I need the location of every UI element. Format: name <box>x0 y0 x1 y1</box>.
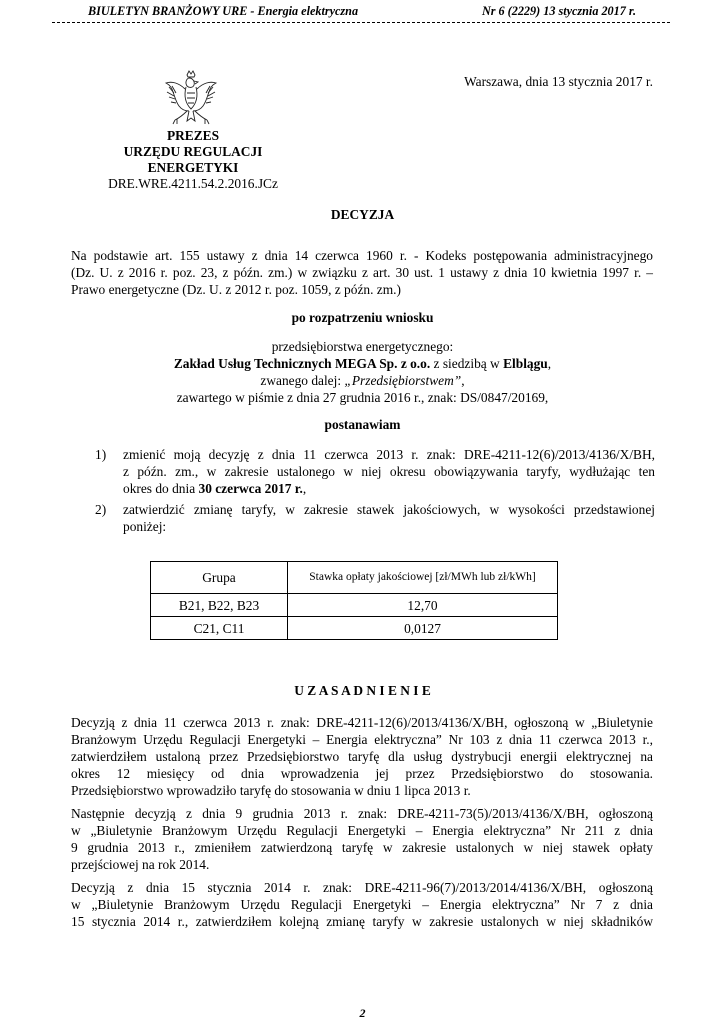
item-line: poniżej: <box>123 519 167 534</box>
paragraph-line: okres 12 miesięcy od dnia wprowadzenia jej przez Przedsiębiorstwo do stosowania. <box>71 766 653 781</box>
rate-cell: 12,70 <box>288 594 558 617</box>
item-line-punct: , <box>302 481 307 496</box>
item-text <box>123 501 655 535</box>
applicant-seat-prefix: z siedzibą w <box>430 356 504 371</box>
item-line <box>123 480 655 497</box>
applicant-called-prefix: zwanego dalej: <box>260 373 345 388</box>
issuing-authority <box>80 128 306 192</box>
applicant-intro: przedsiębiorstwa energetycznego: <box>271 339 454 354</box>
legal-basis-line: Prawo energetyczne (Dz. U. z 2012 r. poz. 1059, z późn. zm.) <box>71 282 401 297</box>
applicant-called-suffix: , <box>461 373 465 388</box>
paragraph-line: w „Biuletynie Branżowym Urzędu Regulacji Energetyki – Energia elektryczna” Nr 211 z dnia <box>71 823 653 838</box>
applicant-city: Elblągu <box>503 356 548 371</box>
paragraph-line: Decyzją z dnia 15 stycznia 2014 r. znak: DRE-4211-96(7)/2013/2014/4136/X/BH, ogłoszoną <box>71 880 653 895</box>
place-and-date: Warszawa, dnia 13 stycznia 2017 r. <box>464 74 653 89</box>
column-header-group: Grupa <box>151 562 288 594</box>
reference-number: DRE.WRE.4211.54.2.2016.JCz <box>108 176 278 191</box>
quality-rate-table <box>150 561 558 640</box>
legal-basis <box>71 247 653 298</box>
bulletin-header <box>88 3 636 20</box>
group-cell: B21, B22, B23 <box>151 594 288 617</box>
applicant-name-line <box>70 355 655 372</box>
legal-basis-line: (Dz. U. z 2016 r. poz. 23, z późn. zm.) w związku z art. 30 ust. 1 ustawy z dnia 10 kwietnia 1997 r. – <box>71 265 653 280</box>
authority-office: URZĘDU REGULACJI ENERGETYKI <box>123 144 263 175</box>
paragraph-line: Przedsiębiorstwo wprowadziło taryfę do stosowania w dniu 1 lipca 2013 r. <box>71 783 471 798</box>
paragraph-line: Następnie decyzją z dnia 9 grudnia 2013 r. znak: DRE-4211-73(5)/2013/4136/X/BH, ogłoszoną <box>71 806 653 821</box>
paragraph-line: 9 grudnia 2013 r., zmieniłem zatwierdzoną taryfę w zakresie ustalonych w niej stawek opłaty <box>71 840 653 855</box>
header-divider <box>52 22 670 23</box>
paragraph-line: 15 stycznia 2014 r., zatwierdziłem kolejną zmianę taryfy w zakresie ustalonych w niej składników <box>71 914 653 929</box>
applicant-called-line <box>70 372 655 389</box>
resolution-heading: postanawiam <box>324 417 401 432</box>
legal-basis-line: Na podstawie art. 155 ustawy z dnia 14 czerwca 1960 r. - Kodeks postępowania administracyjnego <box>71 248 653 263</box>
applicant-punct: , <box>547 356 552 371</box>
rate-cell: 0,0127 <box>288 617 558 640</box>
table-header-row <box>151 562 558 594</box>
column-header-rate: Stawka opłaty jakościowej [zł/MWh lub zł/kWh] <box>288 562 558 594</box>
justification-paragraph-1 <box>71 714 653 799</box>
item-line-text: okres do dnia <box>123 481 199 496</box>
document-title: DECYZJA <box>330 207 395 222</box>
paragraph-line: Branżowym Urzędu Regulacji Energetyki – Energia elektryczna” Nr 103 z dnia 11 czerwca 2013 r., <box>71 732 653 747</box>
table-row <box>151 617 558 640</box>
justification-paragraph-3 <box>71 879 653 930</box>
group-cell: C21, C11 <box>151 617 288 640</box>
applicant-called: „Przedsiębiorstwem” <box>344 373 462 388</box>
extension-date: 30 czerwca 2017 r. <box>198 481 303 496</box>
justification-heading: U Z A S A D N I E N I E <box>294 683 431 698</box>
item-number: 1) <box>95 447 107 462</box>
bulletin-title: BIULETYN BRANŻOWY URE - Energia elektryczna <box>88 4 359 18</box>
justification-paragraph-2 <box>71 805 653 873</box>
bulletin-issue: Nr 6 (2229) 13 stycznia 2017 r. <box>481 4 636 18</box>
item-line: zmienić moją decyzję z dnia 11 czerwca 2013 r. znak: DRE-4211-12(6)/2013/4136/X/BH, <box>123 447 655 462</box>
eagle-emblem-icon <box>163 69 219 127</box>
applicant-letter: zawartego w piśmie z dnia 27 grudnia 2016 r., znak: DS/0847/20169, <box>176 390 549 405</box>
paragraph-line: Decyzją z dnia 11 czerwca 2013 r. znak: DRE-4211-12(6)/2013/4136/X/BH, ogłoszoną w „Biuletynie <box>71 715 653 730</box>
applicant-block <box>70 338 655 406</box>
item-number: 2) <box>95 502 107 517</box>
paragraph-line: w „Biuletynie Branżowym Urzędu Regulacji Energetyki – Energia elektryczna” Nr 7 z dnia <box>71 897 653 912</box>
after-review-heading: po rozpatrzeniu wniosku <box>291 310 434 325</box>
table-row <box>151 594 558 617</box>
item-line: zatwierdzić zmianę taryfy, w zakresie stawek jakościowych, w wysokości przedstawionej <box>123 502 655 517</box>
authority-title: PREZES <box>166 128 220 143</box>
page-number: 2 <box>359 1006 366 1020</box>
paragraph-line: przejściowej na rok 2014. <box>71 857 210 872</box>
item-text <box>123 446 655 497</box>
paragraph-line: zatwierdziłem ustaloną przez Przedsiębiorstwo taryfę dla usług dystrybucji energii elektrycznej na <box>71 749 653 764</box>
item-line: z późn. zm., w zakresie ustalonego w niej okresu obowiązywania taryfy, wydłużając ten <box>123 464 655 479</box>
applicant-name: Zakład Usług Technicznych MEGA Sp. z o.o. <box>173 356 431 371</box>
